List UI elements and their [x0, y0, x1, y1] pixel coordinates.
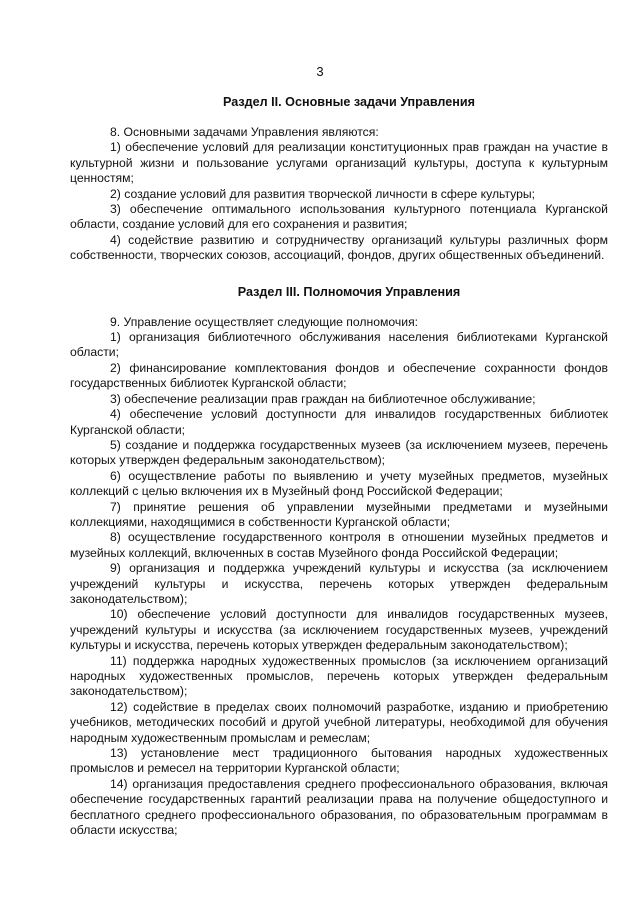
- section-2-title: Раздел II. Основные задачи Управления: [223, 95, 475, 109]
- paragraph: 8. Основными задачами Управления являются:: [110, 125, 379, 139]
- paragraph: 5) создание и поддержка государственных музеев (за исключением музеев, перечень которых утвержден федеральным законодательством);: [70, 437, 608, 468]
- section-3-title: Раздел III. Полномочия Управления: [237, 284, 461, 299]
- paragraph: 9. Управление осуществляет следующие полномочия:: [110, 314, 419, 329]
- paragraph: 1) организация библиотечного обслуживания населения библиотеками Курганской области;: [70, 330, 608, 360]
- paragraph: 4) содействие развитию и сотрудничеству организаций культуры различных форм собственности, творческих союзов, ассоциаций, фондов, других общественных объединений.: [70, 232, 608, 263]
- paragraph: 10) обеспечение условий доступности для инвалидов государственных музеев, учреждений культуры и искусства (за исключением государственных музеев, учреждений культуры и искусства, перечень которых утвержден федеральным законодательством);: [70, 607, 608, 653]
- paragraph: 14) организация предоставления среднего профессионального образования, включая обеспечение государственных гарантий реализации права на получение общедоступного и бесплатного среднего профессионального образования, по образовательным программам в области искусства;: [70, 776, 608, 838]
- paragraph: 3) обеспечение оптимального использования культурного потенциала Курганской области, создание условий для его сохранения и развития;: [70, 202, 608, 232]
- document-body: [70, 90, 608, 838]
- paragraph: 13) установление мест традиционного бытования народных художественных промыслов и ремесел на территории Курганской области;: [70, 746, 608, 776]
- paragraph: 3) обеспечение реализации прав граждан на библиотечное обслуживание;: [110, 391, 536, 406]
- paragraph: 2) создание условий для развития творческой личности в сфере культуры;: [110, 186, 536, 201]
- paragraph: 12) содействие в пределах своих полномочий разработке, изданию и приобретению учебников, методических пособий и другой учебной литературы, необходимой для обучения народным художественным промыслам и ремеслам;: [70, 699, 608, 745]
- paragraph: 9) организация и поддержка учреждений культуры и искусства (за исключением учреждений культуры и искусства, перечень которых утвержден федеральным законодательством);: [70, 561, 608, 606]
- paragraph: 4) обеспечение условий доступности для инвалидов государственных библиотек Курганской области;: [70, 407, 608, 437]
- paragraph: 2) финансирование комплектования фондов и обеспечение сохранности фондов государственных библиотек Курганской области;: [70, 360, 608, 391]
- paragraph: 7) принятие решения об управлении музейными предметами и музейными коллекциями, находящимися в собственности Курганской области;: [70, 499, 608, 529]
- paragraph: 1) обеспечение условий для реализации конституционных прав граждан на участие в культурной жизни и пользование услугами организаций культуры, доступа к культурным ценностям;: [70, 140, 608, 186]
- paragraph: 8) осуществление государственного контроля в отношении музейных предметов и музейных коллекций, включенных в состав Музейного фонда Российской Федерации;: [70, 530, 608, 560]
- page-number: 3: [316, 64, 324, 79]
- paragraph: 6) осуществление работы по выявлению и учету музейных предметов, музейных коллекций с целью включения их в Музейный фонд Российской Федерации;: [70, 468, 608, 499]
- paragraph: 11) поддержка народных художественных промыслов (за исключением организаций народных художественных промыслов, перечень которых утвержден федеральным законодательством);: [70, 653, 608, 699]
